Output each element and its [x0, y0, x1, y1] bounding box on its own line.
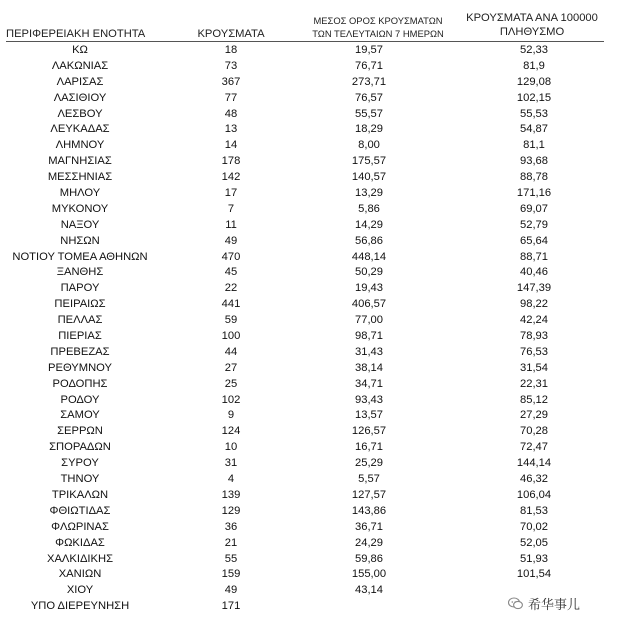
- table-row: [0, 154, 618, 170]
- cases-cell: 21: [224, 536, 238, 549]
- table-row: [0, 552, 618, 568]
- table-row: [0, 567, 618, 583]
- per100k-cell: 81,9: [523, 59, 545, 72]
- cases-cell: 48: [224, 107, 238, 120]
- avg7-cell: 76,71: [355, 59, 383, 72]
- per100k-cell: 42,24: [520, 314, 548, 327]
- region-cell: ΠΙΕΡΙΑΣ: [58, 330, 102, 343]
- table-row: [0, 440, 618, 456]
- per100k-cell: 52,05: [520, 536, 548, 549]
- per100k-cell: 51,93: [520, 552, 548, 565]
- table-row: [0, 313, 618, 329]
- per100k-cell: 54,87: [520, 123, 548, 136]
- cases-cell: 142: [221, 171, 241, 184]
- per100k-cell: 76,53: [520, 345, 548, 358]
- avg7-cell: 406,57: [351, 298, 387, 311]
- cases-cell: 9: [227, 409, 235, 422]
- cases-cell: 178: [221, 155, 241, 168]
- avg7-cell: 36,71: [355, 520, 383, 533]
- table-row: [0, 393, 618, 409]
- table-row: [0, 345, 618, 361]
- avg7-cell: 38,14: [355, 361, 383, 374]
- cases-cell: 77: [224, 91, 238, 104]
- region-cell: ΚΩ: [72, 44, 88, 56]
- cases-cell: 49: [224, 234, 238, 247]
- per100k-cell: 69,07: [520, 202, 548, 215]
- avg7-cell: 143,86: [351, 504, 387, 517]
- avg7-cell: 13,29: [355, 187, 383, 200]
- per100k-cell: 52,79: [520, 218, 548, 231]
- per100k-cell: 101,54: [516, 568, 552, 581]
- table-row: [0, 536, 618, 552]
- cases-cell: 36: [224, 520, 238, 533]
- table-row: [0, 456, 618, 472]
- avg7-cell: 24,29: [355, 536, 383, 549]
- region-cell: ΝΑΞΟΥ: [60, 218, 100, 231]
- watermark: [508, 592, 614, 614]
- table-row: [0, 138, 618, 154]
- region-cell: ΞΑΝΘΗΣ: [56, 266, 104, 279]
- avg7-cell: 126,57: [351, 425, 387, 438]
- per100k-cell: 85,12: [520, 393, 548, 406]
- avg7-cell: 14,29: [355, 218, 383, 231]
- per100k-cell: 72,47: [520, 441, 548, 454]
- cases-cell: 27: [224, 361, 238, 374]
- cases-cell: 367: [221, 75, 241, 88]
- cases-cell: 124: [221, 425, 241, 438]
- avg7-cell: 98,71: [355, 330, 383, 343]
- region-cell: ΛΑΚΩΝΙΑΣ: [51, 59, 109, 72]
- region-cell: ΣΥΡΟΥ: [61, 457, 99, 470]
- table-row: [0, 234, 618, 250]
- table-row: [0, 186, 618, 202]
- cases-cell: 55: [224, 552, 238, 565]
- region-cell: ΦΛΩΡΙΝΑΣ: [51, 520, 109, 533]
- table-row: [0, 43, 618, 59]
- cases-cell: 18: [224, 44, 238, 56]
- header-region: ΠΕΡΙΦΕΡΕΙΑΚΗ ΕΝΟΤΗΤΑ: [6, 28, 146, 40]
- header-per100k-line2: ΠΛΗΘΥΣΜΟ: [499, 26, 565, 38]
- chat-bubble-icon: [508, 597, 523, 610]
- avg7-cell: 56,86: [355, 234, 383, 247]
- region-cell: ΧΑΝΙΩΝ: [58, 568, 102, 581]
- per100k-cell: 81,1: [523, 139, 545, 152]
- per100k-cell: 31,54: [520, 361, 548, 374]
- cases-cell: 102: [221, 393, 241, 406]
- table-row: [0, 250, 618, 266]
- avg7-cell: 34,71: [355, 377, 383, 390]
- avg7-cell: 50,29: [355, 266, 383, 279]
- avg7-cell: 31,43: [355, 345, 383, 358]
- header-per100k: [452, 11, 612, 39]
- per100k-cell: 171,16: [516, 187, 552, 200]
- region-cell: ΥΠΟ ΔΙΕΡΕΥΝΗΣΗ: [30, 600, 130, 613]
- per100k-cell: 78,93: [520, 330, 548, 343]
- header-divider: [6, 41, 604, 42]
- watermark-text: 希华事儿: [528, 596, 581, 612]
- per100k-cell: 55,53: [520, 107, 548, 120]
- region-cell: ΣΕΡΡΩΝ: [57, 425, 103, 438]
- region-cell: ΛΕΥΚΑΔΑΣ: [50, 123, 110, 136]
- per100k-cell: 106,04: [516, 488, 552, 501]
- avg7-cell: 19,57: [355, 44, 383, 56]
- avg7-cell: 13,57: [355, 409, 383, 422]
- region-cell: ΡΕΘΥΜΝΟΥ: [48, 361, 112, 374]
- per100k-cell: 93,68: [520, 155, 548, 168]
- cases-cell: 14: [224, 139, 238, 152]
- cases-cell: 22: [224, 282, 238, 295]
- header-avg7: [290, 14, 466, 40]
- region-cell: ΡΟΔΟΥ: [60, 393, 100, 406]
- per100k-cell: 88,78: [520, 171, 548, 184]
- per100k-cell: 70,28: [520, 425, 548, 438]
- cases-cell: 10: [224, 441, 238, 454]
- region-cell: ΣΑΜΟΥ: [60, 409, 100, 422]
- table-body: [0, 43, 618, 615]
- table-row: [0, 472, 618, 488]
- per100k-cell: 88,71: [520, 250, 548, 263]
- table-row: [0, 408, 618, 424]
- avg7-cell: 77,00: [355, 314, 383, 327]
- region-cell: ΤΗΝΟΥ: [60, 473, 100, 486]
- avg7-cell: 16,71: [355, 441, 383, 454]
- region-cell: ΛΗΜΝΟΥ: [55, 139, 105, 152]
- region-cell: ΠΕΙΡΑΙΩΣ: [54, 298, 106, 311]
- cases-cell: 45: [224, 266, 238, 279]
- avg7-cell: 155,00: [351, 568, 387, 581]
- table-row: [0, 107, 618, 123]
- region-cell: ΡΟΔΟΠΗΣ: [52, 377, 108, 390]
- region-cell: ΣΠΟΡΑΔΩΝ: [49, 441, 111, 454]
- cases-cell: 100: [221, 330, 241, 343]
- header-avg7-line1: ΜΕΣΟΣ ΟΡΟΣ ΚΡΟΥΣΜΑΤΩΝ: [313, 15, 443, 26]
- table-row: [0, 91, 618, 107]
- cases-cell: 44: [224, 345, 238, 358]
- region-cell: ΝΗΣΩΝ: [60, 234, 100, 247]
- cases-cell: 25: [224, 377, 238, 390]
- avg7-cell: 140,57: [351, 171, 387, 184]
- avg7-cell: 55,57: [355, 107, 383, 120]
- cases-cell: 171: [221, 600, 241, 613]
- per100k-cell: 52,33: [520, 44, 548, 56]
- per100k-cell: 46,32: [520, 473, 548, 486]
- table-row: [0, 520, 618, 536]
- avg7-cell: 448,14: [351, 250, 387, 263]
- avg7-cell: 5,57: [358, 473, 380, 486]
- region-cell: ΤΡΙΚΑΛΩΝ: [51, 488, 109, 501]
- avg7-cell: 8,00: [358, 139, 380, 152]
- avg7-cell: 175,57: [351, 155, 387, 168]
- cases-cell: 4: [227, 473, 235, 486]
- per100k-cell: 102,15: [516, 91, 552, 104]
- per100k-cell: 147,39: [516, 282, 552, 295]
- avg7-cell: 5,86: [358, 202, 380, 215]
- region-cell: ΧΑΛΚΙΔΙΚΗΣ: [46, 552, 113, 565]
- region-cell: ΠΡΕΒΕΖΑΣ: [50, 345, 110, 358]
- avg7-cell: 59,86: [355, 552, 383, 565]
- cases-cell: 17: [224, 187, 238, 200]
- header-per100k-line1: ΚΡΟΥΣΜΑΤΑ ΑΝΑ 100000: [466, 12, 598, 24]
- table-row: [0, 202, 618, 218]
- table-row: [0, 377, 618, 393]
- region-cell: ΧΙΟΥ: [66, 584, 94, 597]
- avg7-cell: 43,14: [355, 584, 383, 597]
- table-row: [0, 265, 618, 281]
- avg7-cell: 18,29: [355, 123, 383, 136]
- cases-cell: 129: [221, 504, 241, 517]
- per100k-cell: 22,31: [520, 377, 548, 390]
- table-row: [0, 122, 618, 138]
- table-row: [0, 75, 618, 91]
- table-row: [0, 297, 618, 313]
- cases-cell: 73: [224, 59, 238, 72]
- header-avg7-line2: ΤΩΝ ΤΕΛΕΥΤΑΙΩΝ 7 ΗΜΕΡΩΝ: [312, 28, 444, 39]
- per100k-cell: 27,29: [520, 409, 548, 422]
- cases-cell: 59: [224, 314, 238, 327]
- cases-cell: 470: [221, 250, 241, 263]
- cases-cell: 13: [224, 123, 238, 136]
- avg7-cell: 19,43: [355, 282, 383, 295]
- per100k-cell: 144,14: [516, 457, 552, 470]
- avg7-cell: 127,57: [351, 488, 387, 501]
- region-cell: ΜΑΓΝΗΣΙΑΣ: [48, 155, 112, 168]
- table-row: [0, 361, 618, 377]
- region-cell: ΛΑΡΙΣΑΣ: [56, 75, 104, 88]
- region-cell: ΠΕΛΛΑΣ: [57, 314, 103, 327]
- per100k-cell: 65,64: [520, 234, 548, 247]
- region-cell: ΦΩΚΙΔΑΣ: [55, 536, 105, 549]
- per100k-cell: 129,08: [516, 75, 552, 88]
- cases-cell: 49: [224, 584, 238, 597]
- table-row: [0, 424, 618, 440]
- region-cell: ΜΗΛΟΥ: [59, 187, 101, 200]
- cases-cell: 31: [224, 457, 238, 470]
- cases-cell: 159: [221, 568, 241, 581]
- cases-cell: 7: [227, 202, 235, 215]
- region-cell: ΛΑΣΙΘΙΟΥ: [53, 91, 107, 104]
- table-row: [0, 504, 618, 520]
- cases-cell: 139: [221, 488, 241, 501]
- table-row: [0, 488, 618, 504]
- per100k-cell: 40,46: [520, 266, 548, 279]
- table-row: [0, 329, 618, 345]
- cases-cell: 11: [225, 218, 237, 231]
- table-row: [0, 59, 618, 75]
- header-cases: ΚΡΟΥΣΜΑΤΑ: [197, 28, 265, 40]
- region-cell: ΜΕΣΣΗΝΙΑΣ: [47, 171, 113, 184]
- table-row: [0, 170, 618, 186]
- region-cell: ΦΘΙΩΤΙΔΑΣ: [49, 504, 111, 517]
- avg7-cell: 25,29: [355, 457, 383, 470]
- avg7-cell: 76,57: [355, 91, 383, 104]
- table-row: [0, 218, 618, 234]
- region-cell: ΠΑΡΟΥ: [60, 282, 100, 295]
- region-cell: ΛΕΣΒΟΥ: [57, 107, 103, 120]
- per100k-cell: 81,53: [520, 504, 548, 517]
- per100k-cell: 98,22: [520, 298, 548, 311]
- avg7-cell: 273,71: [351, 75, 387, 88]
- region-cell: ΝΟΤΙΟΥ ΤΟΜΕΑ ΑΘΗΝΩΝ: [12, 250, 148, 263]
- per100k-cell: 70,02: [520, 520, 548, 533]
- cases-cell: 441: [221, 298, 241, 311]
- region-cell: ΜΥΚΟΝΟΥ: [51, 202, 109, 215]
- avg7-cell: 93,43: [355, 393, 383, 406]
- table-row: [0, 281, 618, 297]
